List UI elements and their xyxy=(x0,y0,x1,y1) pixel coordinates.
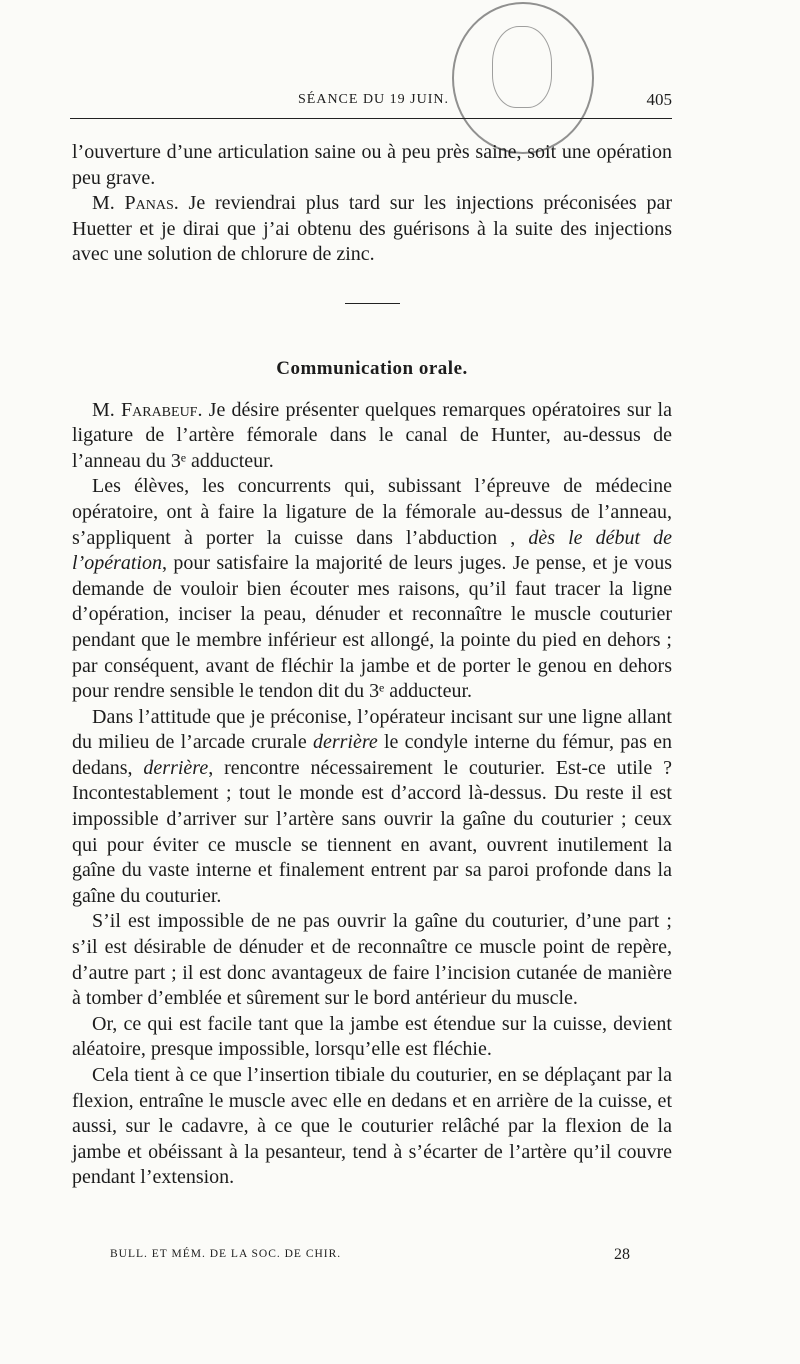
section-title: Communication orale. xyxy=(276,357,468,379)
speaker-name: M. Farabeuf. xyxy=(92,398,203,421)
page-footer xyxy=(110,1246,630,1263)
paragraph-continuation: l’ouverture d’une articulation saine ou à peu près saine, soit une opération peu grave. xyxy=(72,141,672,189)
library-stamp xyxy=(452,2,594,154)
page-number: 405 xyxy=(646,90,672,109)
paragraph-impossible: S’il est impossible de ne pas ouvrir la gaîne du couturier, d’une part ; s’il est désirable de dénuder et de reconnaître ce muscle point de repère, d’autre part ; il est donc avantageux de faire l’incision cutanée de manière à tomber d’emblée et sûrement sur le bord antérieur du muscle. xyxy=(72,910,672,1010)
page-body xyxy=(72,140,672,1191)
page-header xyxy=(70,90,672,119)
paragraph-students: Les élèves, les concurrents qui, subissant l’épreuve de médecine opératoire, ont à faire la ligature de la fémorale au-dessus de l’anneau, s’appliquent à porter la cuisse dans l’abduction , dès le début de l’opération, pour satisfaire la majorité de leurs juges. Je pense, et je vous demande de vouloir bien écouter mes raisons, qu’il faut tracer la ligne d’opération, inciser la peau, dénuder et reconnaître le muscle couturier pendant que le membre inférieur est allongé, la pointe du pied en dehors ; par conséquent, avant de fléchir la jambe et de porter le genou en dehors pour rendre sensible le tendon dit du 3ᵉ adducteur. xyxy=(72,475,672,703)
section-divider xyxy=(345,303,400,304)
paragraph-panas: M. Panas. Je reviendrai plus tard sur les injections préconisées par Huetter et je dirai que j’ai obtenu des guérisons à la suite des injections avec une solution de chlorure de zinc. xyxy=(72,192,672,266)
speaker-name: M. Panas. xyxy=(92,192,179,215)
paragraph-attitude: Dans l’attitude que je préconise, l’opérateur incisant sur une ligne allant du milieu de l’arcade crurale derrière le condyle interne du fémur, pas en dedans, derrière, rencontre nécessairement le couturier. Est-ce utile ? Incontestablement ; tout le monde est d’accord là-dessus. Du reste il est impossible d’arriver sur l’artère sans ouvrir la gaîne du couturier ; ceux qui pour éviter ce muscle se tiennent en avant, ouvrent inutilement la gaîne du vaste interne et finalement entrent par sa paroi profonde dans la gaîne du couturier. xyxy=(72,705,673,907)
journal-title: BULL. ET MÉM. DE LA SOC. DE CHIR. xyxy=(110,1248,342,1260)
paragraph-insertion: Cela tient à ce que l’insertion tibiale du couturier, en se déplaçant par la flexion, entraîne le muscle avec elle en dedans et en arrière de la cuisse, et aussi, sur le cadavre, à ce que le couturier relâché par la flexion de la jambe et obéissant à la pesanteur, tend à s’écarter de l’artère qu’il couvre pendant l’extension. xyxy=(72,1064,672,1189)
paragraph-facile: Or, ce qui est facile tant que la jambe est étendue sur la cuisse, devient aléatoire, presque impossible, lorsqu’elle est fléchie. xyxy=(72,1012,672,1061)
running-head: SÉANCE DU 19 JUIN. xyxy=(298,92,449,107)
signature-number: 28 xyxy=(614,1246,630,1263)
paragraph-farabeuf: M. Farabeuf. Je désire présenter quelques remarques opératoires sur la ligature de l’artère fémorale dans le canal de Hunter, au-dessus de l’anneau du 3ᵉ adducteur. xyxy=(72,398,672,472)
